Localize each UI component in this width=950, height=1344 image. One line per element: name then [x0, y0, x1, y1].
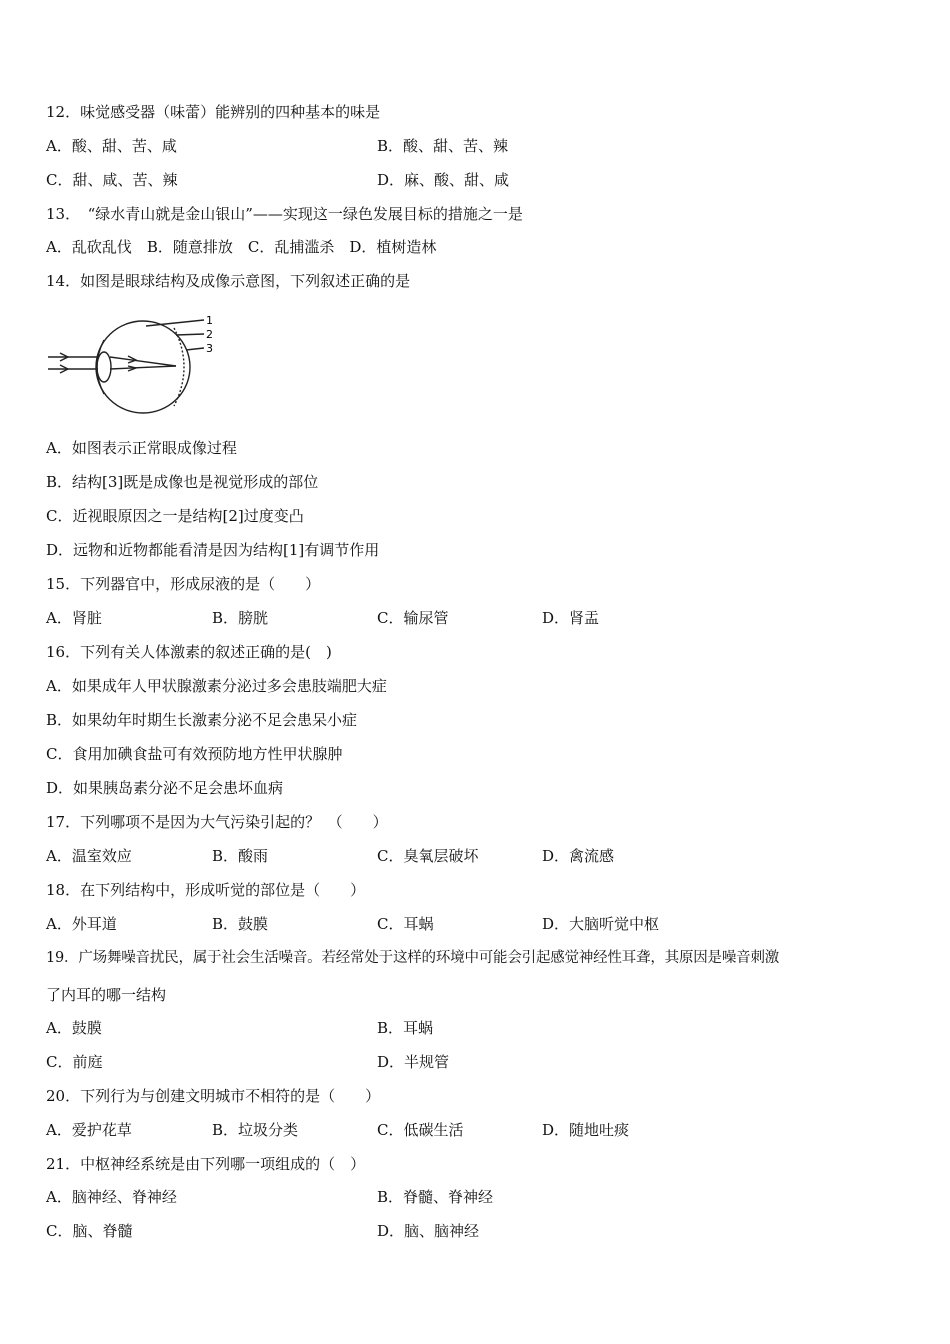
retina: [174, 328, 184, 406]
label-3: 3: [206, 342, 213, 355]
q14-option-b: B．结构[3]既是成像也是视觉形成的部位: [46, 473, 319, 491]
q14-option-a: A．如图表示正常眼成像过程: [46, 439, 237, 457]
q19-option-a: A．鼓膜: [46, 1019, 102, 1037]
question-14-stem: 14．如图是眼球结构及成像示意图，下列叙述正确的是: [46, 272, 411, 290]
q19-option-b: B．耳蜗: [377, 1019, 434, 1037]
q20-option-c: C．低碳生活: [377, 1121, 464, 1139]
q14-option-d: D．远物和近物都能看清是因为结构[1]有调节作用: [46, 541, 380, 559]
question-13-stem: 13． “绿水青山就是金山银山”——实现这一绿色发展目标的措施之一是: [46, 205, 523, 223]
q16-option-a: A．如果成年人甲状腺激素分泌过多会患肢端肥大症: [46, 677, 387, 695]
q21-option-c: C．脑、脊髓: [46, 1222, 133, 1240]
q15-option-b: B．膀胱: [212, 609, 269, 627]
q20-option-b: B．垃圾分类: [212, 1121, 299, 1139]
q15-option-c: C．输尿管: [377, 609, 449, 627]
question-12-stem: 12．味觉感受器（味蕾）能辨别的四种基本的味是: [46, 103, 381, 121]
q14-option-c: C．近视眼原因之一是结构[2]过度变凸: [46, 507, 304, 525]
q15-option-d: D．肾盂: [542, 609, 600, 627]
eyeball-diagram: [46, 310, 226, 415]
question-15-stem: 15．下列器官中，形成尿液的是（ ）: [46, 575, 321, 593]
label-2: 2: [206, 328, 213, 341]
question-17-stem: 17．下列哪项不是因为大气污染引起的？ （ ）: [46, 813, 388, 831]
question-13-options: A．乱砍乱伐 B．随意排放 C．乱捕滥杀 D．植树造林: [46, 238, 437, 256]
q12-option-d: D．麻、酸、甜、咸: [377, 171, 510, 189]
q19-option-d: D．半规管: [377, 1053, 450, 1071]
q17-option-a: A．温室效应: [46, 847, 132, 865]
cornea: [97, 340, 104, 394]
q16-option-d: D．如果胰岛素分泌不足会患坏血病: [46, 779, 284, 797]
question-21-stem: 21．中枢神经系统是由下列哪一项组成的（ ）: [46, 1155, 366, 1173]
question-19-stem-continued: 了内耳的哪一结构: [46, 986, 167, 1004]
question-20-stem: 20．下列行为与创建文明城市不相符的是（ ）: [46, 1087, 381, 1105]
q18-option-d: D．大脑听觉中枢: [542, 915, 660, 933]
q18-option-b: B．鼓膜: [212, 915, 269, 933]
q18-option-c: C．耳蜗: [377, 915, 434, 933]
q16-option-b: B．如果幼年时期生长激素分泌不足会患呆小症: [46, 711, 358, 729]
q18-option-a: A．外耳道: [46, 915, 117, 933]
q12-option-c: C．甜、咸、苦、辣: [46, 171, 178, 189]
q20-option-a: A．爱护花草: [46, 1121, 132, 1139]
q21-option-a: A．脑神经、脊神经: [46, 1188, 177, 1206]
q21-option-d: D．脑、脑神经: [377, 1222, 480, 1240]
q12-option-b: B．酸、甜、苦、辣: [377, 137, 509, 155]
q12-option-a: A．酸、甜、苦、咸: [46, 137, 177, 155]
q20-option-d: D．随地吐痰: [542, 1121, 630, 1139]
q19-option-c: C．前庭: [46, 1053, 103, 1071]
q17-option-b: B．酸雨: [212, 847, 269, 865]
question-19-stem: 19．广场舞噪音扰民，属于社会生活噪音。若经常处于这样的环境中可能会引起感觉神经性耳聋，其原因是噪音刺激: [46, 950, 780, 966]
q16-option-c: C．食用加碘食盐可有效预防地方性甲状腺肿: [46, 745, 343, 763]
q17-option-c: C．臭氧层破坏: [377, 847, 479, 865]
q21-option-b: B．脊髓、脊神经: [377, 1188, 494, 1206]
label-1: 1: [206, 314, 213, 327]
q17-option-d: D．禽流感: [542, 847, 615, 865]
question-18-stem: 18．在下列结构中，形成听觉的部位是（ ）: [46, 881, 366, 899]
lens: [97, 352, 111, 382]
question-16-stem: 16．下列有关人体激素的叙述正确的是( ): [46, 643, 332, 661]
q15-option-a: A．肾脏: [46, 609, 102, 627]
